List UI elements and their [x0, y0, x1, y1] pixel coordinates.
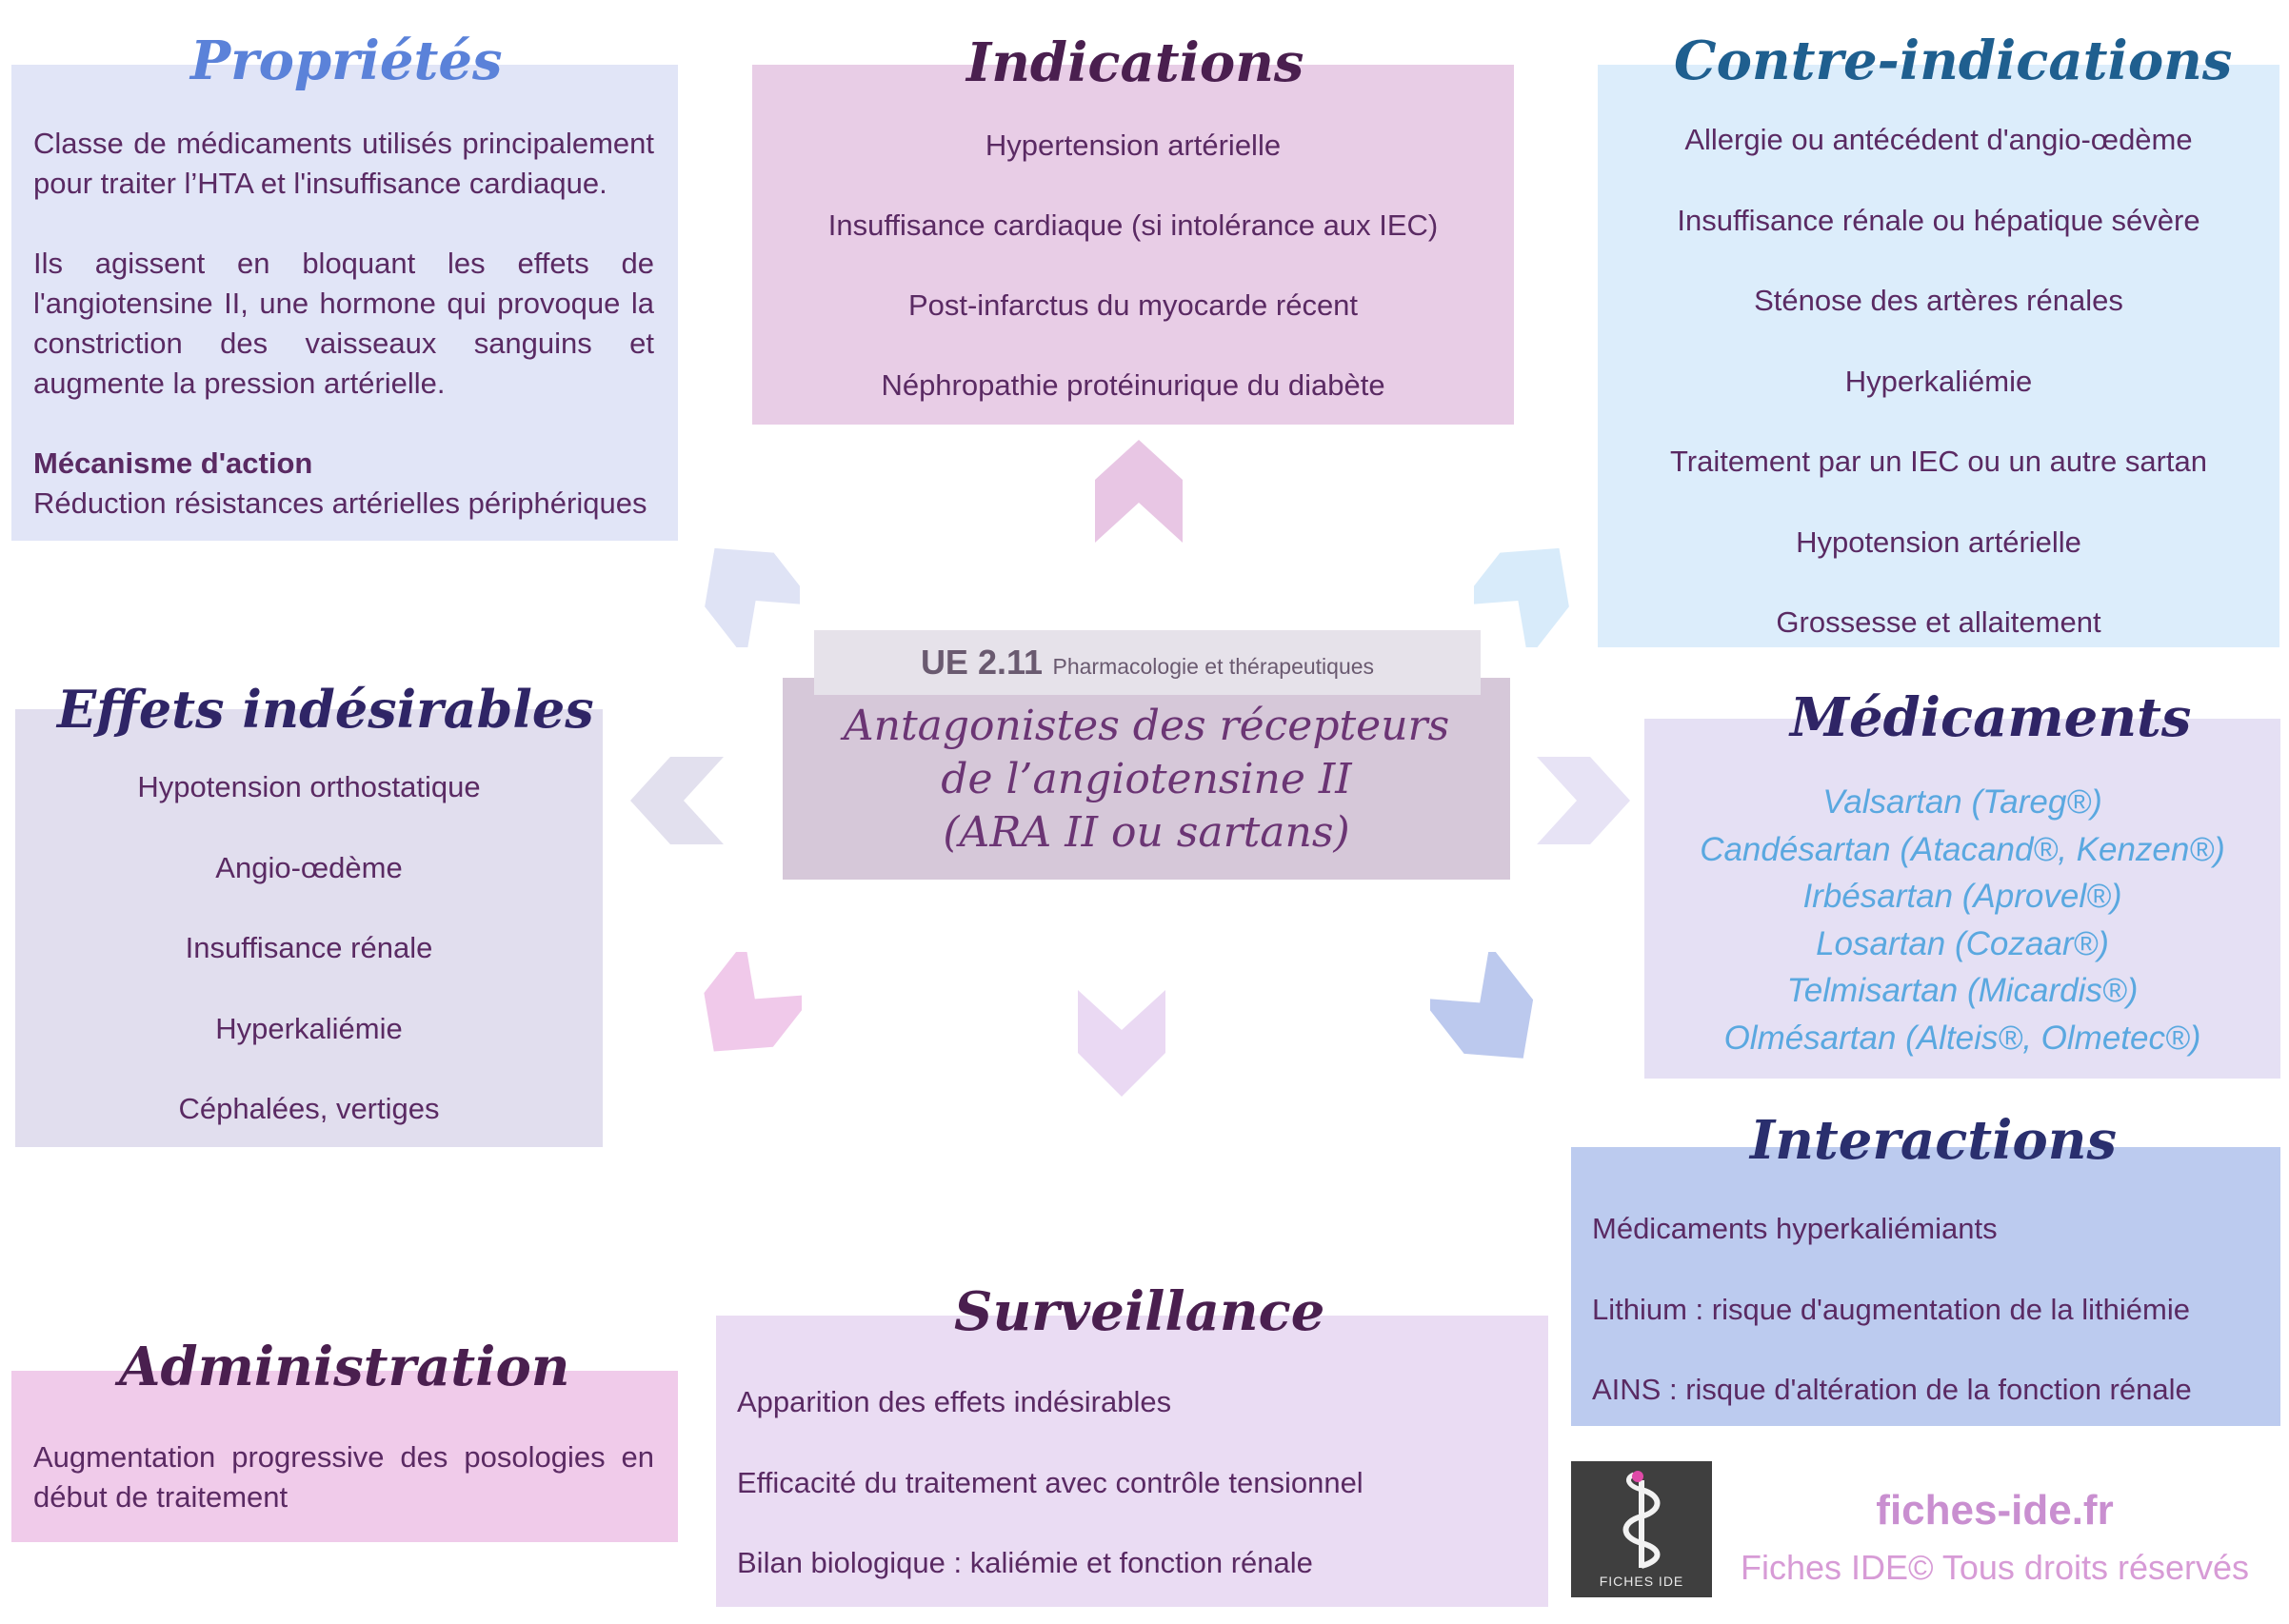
- medicaments-title: Médicaments: [1790, 686, 2192, 749]
- interactions-title: Interactions: [1750, 1109, 2118, 1172]
- effet-item: Hypotension orthostatique: [137, 770, 481, 803]
- center-title-line2: de l’angiotensine II: [941, 755, 1352, 803]
- surveillance-item: Efficacité du traitement avec contrôle tensionnel: [737, 1465, 1363, 1499]
- arrow-down-icon: [1078, 990, 1165, 1097]
- contre-indication-item: Allergie ou antécédent d'angio-œdème: [1684, 123, 2193, 156]
- surveillance-title: Surveillance: [954, 1280, 1325, 1343]
- surveillance-item: Bilan biologique : kaliémie et fonction rénale: [737, 1546, 1313, 1579]
- interactions-list: [1592, 1209, 2278, 1451]
- ue-code: UE 2.11: [920, 643, 1044, 682]
- surveillance-item: Apparition des effets indésirables: [737, 1385, 1172, 1418]
- interaction-item: Lithium : risque d'augmentation de la lithiémie: [1592, 1292, 2190, 1326]
- proprietes-p1: Classe de médicaments utilisés principalement pour traiter l’HTA et l'insuffisance cardiaque.: [33, 127, 654, 200]
- center-title-line1: Antagonistes des récepteurs: [843, 702, 1450, 750]
- arrow-up-right-icon: [1474, 533, 1579, 647]
- effets-list: [15, 767, 603, 1170]
- drug-item: Candésartan (Atacand®, Kenzen®): [1700, 830, 2225, 868]
- arrow-right-icon: [1537, 757, 1630, 844]
- indication-item: Hypertension artérielle: [985, 129, 1282, 162]
- indication-item: Insuffisance cardiaque (si intolérance aux IEC): [827, 208, 1439, 242]
- logo-text: FICHES IDE: [1599, 1574, 1684, 1589]
- surveillance-list: [737, 1382, 1537, 1624]
- drug-item: Olmésartan (Alteis®, Olmetec®): [1723, 1019, 2201, 1057]
- center-title-line3: (ARA II ou sartans): [943, 808, 1350, 857]
- arrow-up-icon: [1095, 440, 1183, 543]
- administration-text: Augmentation progressive des posologies en début de traitement: [33, 1440, 654, 1514]
- contre-indication-item: Hypotension artérielle: [1796, 525, 2081, 559]
- contre-indication-item: Traitement par un IEC ou un autre sartan: [1669, 445, 2208, 478]
- effet-item: Insuffisance rénale: [185, 931, 433, 964]
- mechanism-label: Mécanisme d'action: [33, 446, 313, 480]
- administration-title: Administration: [119, 1336, 570, 1398]
- arrow-down-left-icon: [689, 952, 802, 1070]
- indication-item: Néphropathie protéinurique du diabète: [881, 368, 1385, 402]
- indications-list: [752, 126, 1514, 446]
- drug-item: Irbésartan (Aprovel®): [1802, 878, 2122, 915]
- site-name: fiches-ide.fr: [1876, 1487, 2114, 1534]
- rights-text: Fiches IDE© Tous droits réservés: [1740, 1548, 2250, 1587]
- contre-indications-list: [1598, 120, 2279, 683]
- arrow-down-right-icon: [1430, 952, 1548, 1078]
- indications-title: Indications: [966, 31, 1304, 94]
- ue-label: Pharmacologie et thérapeutiques: [1052, 654, 1375, 679]
- interaction-item: Médicaments hyperkaliémiants: [1592, 1212, 1998, 1245]
- medicaments-list: [1644, 779, 2280, 1061]
- proprietes-title: Propriétés: [190, 30, 503, 92]
- effet-item: Hyperkaliémie: [215, 1011, 403, 1045]
- drug-item: Telmisartan (Micardis®): [1786, 972, 2139, 1009]
- effet-item: Céphalées, vertiges: [178, 1092, 440, 1125]
- effets-title: Effets indésirables: [57, 679, 594, 740]
- contre-indication-item: Sténose des artères rénales: [1754, 284, 2123, 317]
- mechanism-text: Réduction résistances artérielles périphériques: [33, 486, 647, 520]
- interaction-item: AINS : risque d'altération de la fonction rénale: [1592, 1373, 2192, 1406]
- contre-indications-title: Contre-indications: [1674, 30, 2233, 92]
- drug-item: Valsartan (Tareg®): [1822, 783, 2102, 821]
- contre-indication-item: Insuffisance rénale ou hépatique sévère: [1677, 203, 2200, 237]
- arrow-left-icon: [630, 757, 724, 844]
- center-title: [783, 700, 1510, 860]
- indication-item: Post-infarctus du myocarde récent: [907, 288, 1359, 322]
- proprietes-p2: Ils agissent en bloquant les effets de l'angiotensine II, une hormone qui provoque la constriction des vaisseaux sanguins et augmente la pression artérielle.: [33, 247, 654, 400]
- contre-indication-item: Grossesse et allaitement: [1776, 605, 2101, 639]
- drug-item: Losartan (Cozaar®): [1816, 924, 2109, 962]
- logo: [1571, 1461, 1712, 1597]
- ue-banner: [814, 630, 1481, 695]
- contre-indication-item: Hyperkaliémie: [1844, 364, 2033, 398]
- arrow-up-left-icon: [695, 533, 800, 647]
- effet-item: Angio-œdème: [215, 850, 403, 884]
- proprietes-text: [33, 124, 654, 524]
